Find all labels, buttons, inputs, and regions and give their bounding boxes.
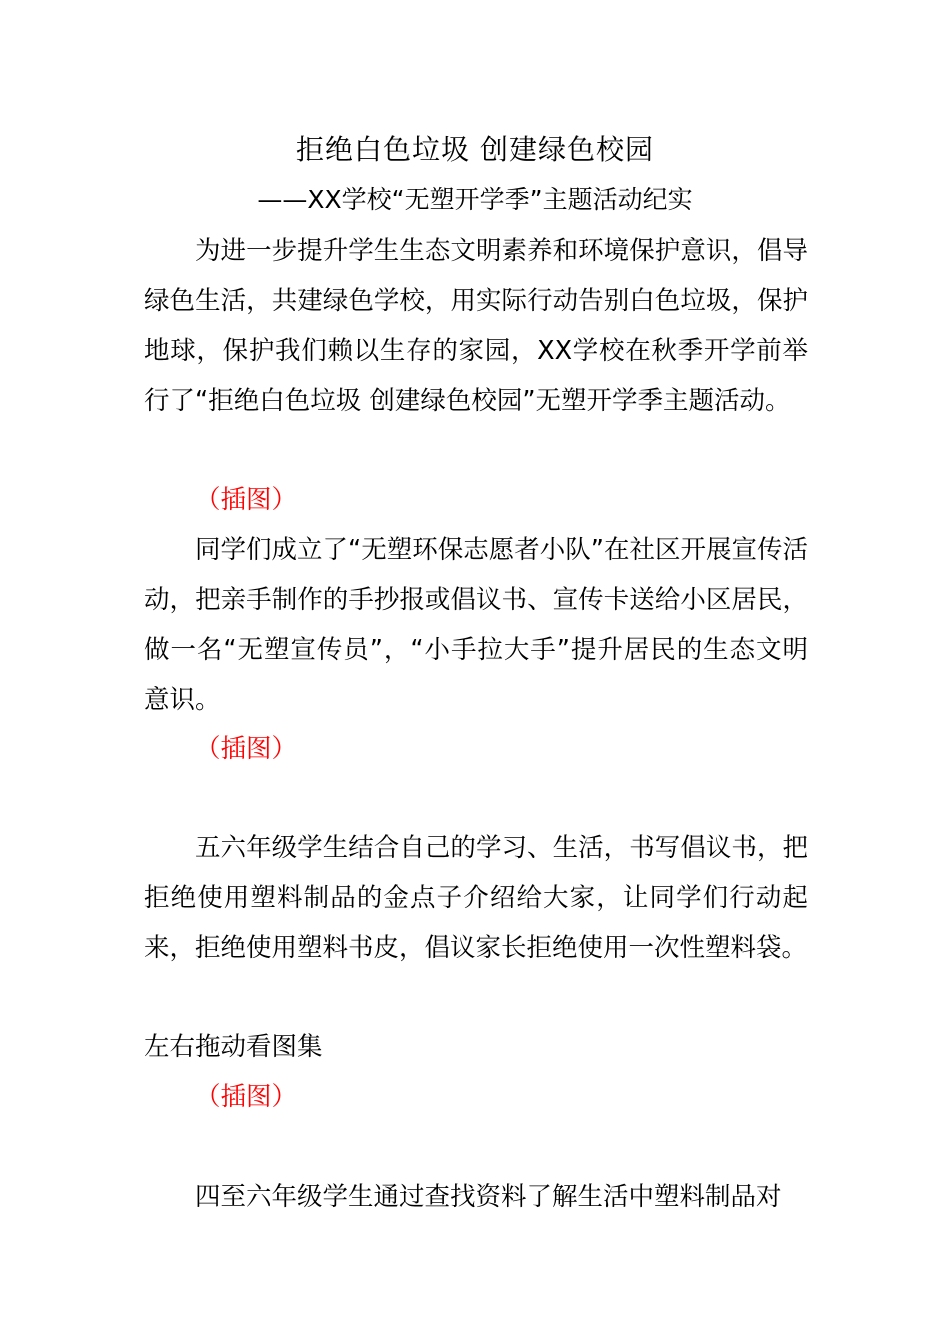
paragraph-research: 四至六年级学生通过查找资料了解生活中塑料制品对 (195, 1182, 782, 1212)
document-title: 拒绝白色垃圾 创建绿色校园 (296, 133, 654, 166)
illustration-placeholder-3: （插图） (195, 1082, 298, 1112)
document-subtitle: ——XX学校“无塑开学季”主题活动纪实 (257, 185, 693, 214)
illustration-placeholder-1: （插图） (195, 485, 298, 515)
paragraph-proposal: 五六年级学生结合自己的学习、生活，书写倡议书，把拒绝使用塑料制品的金点子介绍给大家，让同学们行动起来，拒绝使用塑料书皮，倡议家长拒绝使用一次性塑料袋。 (144, 833, 808, 963)
paragraph-volunteer-team: 同学们成立了“无塑环保志愿者小队”在社区开展宣传活动，把亲手制作的手抄报或倡议书、宣传卡送给小区居民，做一名“无塑宣传员”，“小手拉大手”提升居民的生态文明意识。 (144, 535, 808, 715)
gallery-hint: 左右拖动看图集 (144, 1032, 323, 1062)
illustration-placeholder-2: （插图） (195, 734, 298, 764)
paragraph-intro: 为进一步提升学生生态文明素养和环境保护意识，倡导绿色生活，共建绿色学校，用实际行动告别白色垃圾，保护地球，保护我们赖以生存的家园，XX学校在秋季开学前举行了“拒绝白色垃圾 创建绿色校园”无塑开学季主题活动。 (144, 236, 808, 416)
